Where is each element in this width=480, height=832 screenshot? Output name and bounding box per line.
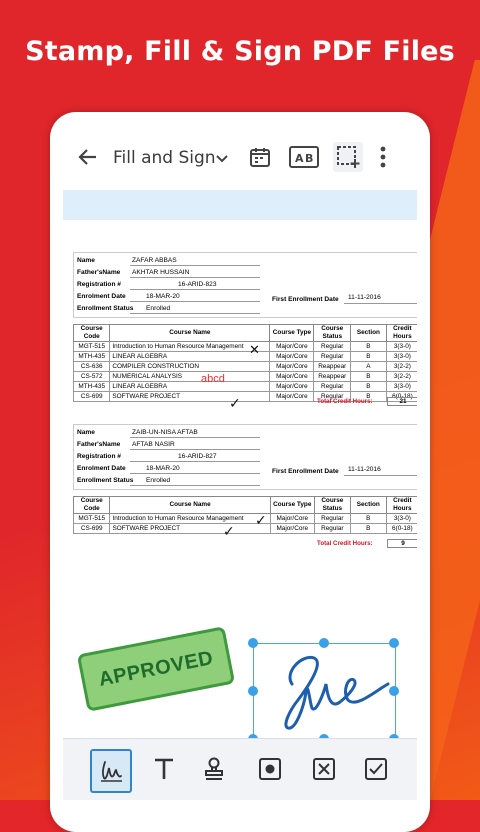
enrolment-date-value[interactable]: 18-MAR-20 (146, 293, 180, 300)
name-value[interactable]: ZAIB-UN-NISA AFTAB (132, 429, 198, 436)
table-cell: 3(3-0) (386, 342, 417, 352)
first-enrollment-label: First Enrollment Date (272, 296, 339, 303)
name-value[interactable]: ZAFAR ABBAS (132, 257, 177, 264)
col-section: Section (350, 497, 386, 514)
col-credit-hours: Credit Hours (386, 325, 417, 342)
table-cell: Reappear (314, 372, 351, 382)
table-cell: B (350, 514, 386, 524)
total-credit-label: Total Credit Hours: (317, 540, 373, 547)
table-cell: LINEAR ALGEBRA (110, 352, 270, 362)
father-name-value[interactable]: AKHTAR HUSSAIN (132, 269, 190, 276)
col-course-code: Course Code (74, 325, 110, 342)
total-credit-value: 9 (387, 539, 417, 548)
enrollment-status-label: Enrollment Status (77, 477, 134, 484)
table-cell: Major/Core (270, 524, 314, 534)
table-row (74, 362, 418, 372)
cross-annotation[interactable]: ✕ (249, 343, 260, 358)
col-course-status: Course Status (314, 497, 350, 514)
resize-handle[interactable] (319, 638, 329, 648)
student-record-2 (71, 424, 417, 554)
check-annotation[interactable]: ✓ (255, 513, 267, 529)
table-cell: Regular (314, 524, 350, 534)
table-cell: B (351, 372, 387, 382)
first-enrollment-value[interactable]: 11-11-2016 (348, 294, 381, 301)
table-cell: MTH-435 (74, 352, 110, 362)
col-credit-hours: Credit Hours (386, 497, 417, 514)
app-screen (63, 128, 417, 800)
table-cell: 6(0-18) (386, 524, 417, 534)
enrollment-status-value[interactable]: Enrolled (146, 477, 171, 484)
table-cell: Introduction to Human Resource Management (110, 342, 270, 352)
table-cell: SOFTWARE PROJECT (110, 392, 270, 402)
table-cell: 3(2-2) (386, 372, 417, 382)
first-enrollment-label: First Enrollment Date (272, 468, 339, 475)
approved-stamp[interactable] (77, 626, 235, 712)
table-cell: B (351, 352, 387, 362)
table-cell: LINEAR ALGEBRA (110, 382, 270, 392)
calendar-icon[interactable] (245, 142, 275, 172)
father-name-label: Father'sName (77, 269, 121, 276)
cross-tool-icon[interactable] (305, 749, 343, 789)
dot-tool-icon[interactable] (251, 749, 289, 789)
table-cell: 3(3-0) (386, 352, 417, 362)
table-cell: 3(2-2) (386, 362, 417, 372)
signature-icon (254, 644, 395, 740)
enrollment-status-label: Enrollment Status (77, 305, 134, 312)
registration-label: Registration # (77, 453, 121, 460)
table-cell: B (350, 524, 386, 534)
enrollment-status-value[interactable]: Enrolled (146, 305, 171, 312)
text-tool-icon[interactable] (145, 749, 183, 789)
table-row (74, 372, 418, 382)
table-cell: B (351, 392, 387, 402)
enrolment-date-value[interactable]: 18-MAR-20 (146, 465, 180, 472)
table-cell: Regular (314, 382, 351, 392)
chevron-down-icon[interactable] (215, 151, 229, 170)
signature-selection-box[interactable] (253, 643, 396, 741)
table-cell: A (351, 362, 387, 372)
enrolment-date-label: Enrolment Date (77, 293, 126, 300)
stamp-tool-icon[interactable] (195, 749, 233, 789)
table-cell: Major/Core (270, 342, 314, 352)
check-tool-icon[interactable] (357, 749, 395, 789)
table-cell: Introduction to Human Resource Management (110, 514, 270, 524)
add-selection-icon[interactable] (333, 142, 363, 172)
check-annotation[interactable]: ✓ (223, 524, 235, 540)
table-cell: Major/Core (270, 514, 314, 524)
total-credit-value: 21 (387, 397, 417, 406)
table-cell: MTH-435 (74, 382, 110, 392)
student-record-1 (71, 252, 417, 422)
table-cell: 3(3-0) (386, 514, 417, 524)
text-field-icon[interactable] (287, 142, 321, 172)
col-course-name: Course Name (110, 325, 270, 342)
typed-text-annotation[interactable]: abcd (201, 373, 225, 385)
table-cell: Major/Core (270, 362, 314, 372)
table-cell: Regular (314, 514, 350, 524)
table-row (74, 524, 418, 534)
table-row (74, 352, 418, 362)
page-separator (63, 190, 417, 220)
resize-handle[interactable] (248, 686, 258, 696)
table-cell: Regular (314, 342, 351, 352)
table-cell: B (351, 342, 387, 352)
table-cell: CS-572 (74, 372, 110, 382)
table-cell: 6(0-18) (386, 392, 417, 402)
table-cell: 3(3-0) (386, 382, 417, 392)
pdf-document-view[interactable] (63, 188, 417, 800)
table-cell: B (351, 382, 387, 392)
bottom-toolbar (63, 738, 417, 800)
col-course-type: Course Type (270, 325, 314, 342)
svg-text:A: A (295, 152, 304, 165)
resize-handle[interactable] (389, 686, 399, 696)
table-row (74, 342, 418, 352)
name-label: Name (77, 257, 95, 264)
toolbar-title[interactable]: Fill and Sign (113, 148, 216, 168)
svg-text:B: B (305, 152, 314, 165)
table-cell: Major/Core (270, 372, 314, 382)
course-table-1 (73, 324, 417, 402)
col-course-status: Course Status (314, 325, 351, 342)
table-row (74, 382, 418, 392)
enrolment-date-label: Enrolment Date (77, 465, 126, 472)
father-name-label: Father'sName (77, 441, 121, 448)
table-cell: Major/Core (270, 382, 314, 392)
check-annotation[interactable]: ✓ (229, 396, 241, 412)
table-cell: MGT-515 (74, 514, 110, 524)
registration-value[interactable]: 16-ARID-823 (178, 281, 217, 288)
table-cell: NUMERICAL ANALYSIS (110, 372, 270, 382)
registration-label: Registration # (77, 281, 121, 288)
table-cell: COMPILER CONSTRUCTION (110, 362, 270, 372)
table-cell: Regular (314, 392, 351, 402)
first-enrollment-value[interactable]: 11-11-2016 (348, 466, 381, 473)
col-section: Section (351, 325, 387, 342)
table-cell: Regular (314, 352, 351, 362)
back-arrow-icon[interactable] (71, 142, 105, 172)
col-course-type: Course Type (270, 497, 314, 514)
table-cell: CS-636 (74, 362, 110, 372)
resize-handle[interactable] (389, 638, 399, 648)
table-cell: SOFTWARE PROJECT (110, 524, 270, 534)
name-label: Name (77, 429, 95, 436)
total-credit-label: Total Credit Hours: (317, 398, 373, 405)
table-cell: Major/Core (270, 392, 314, 402)
more-vertical-icon[interactable] (373, 142, 393, 172)
col-course-code: Course Code (74, 497, 110, 514)
table-cell: MGT-515 (74, 342, 110, 352)
table-cell: CS-699 (74, 524, 110, 534)
top-toolbar (63, 128, 417, 188)
table-cell: Reappear (314, 362, 351, 372)
resize-handle[interactable] (248, 638, 258, 648)
table-cell: CS-699 (74, 392, 110, 402)
col-course-name: Course Name (110, 497, 270, 514)
stamp-text: APPROVED (96, 646, 216, 691)
table-row (74, 514, 418, 524)
promo-headline: Stamp, Fill & Sign PDF Files (25, 36, 455, 67)
course-table-2 (73, 496, 417, 534)
father-name-value[interactable]: AFTAB NASIR (132, 441, 175, 448)
registration-value[interactable]: 16-ARID-827 (178, 453, 217, 460)
signature-tool-icon[interactable] (90, 749, 132, 793)
table-cell: Major/Core (270, 352, 314, 362)
